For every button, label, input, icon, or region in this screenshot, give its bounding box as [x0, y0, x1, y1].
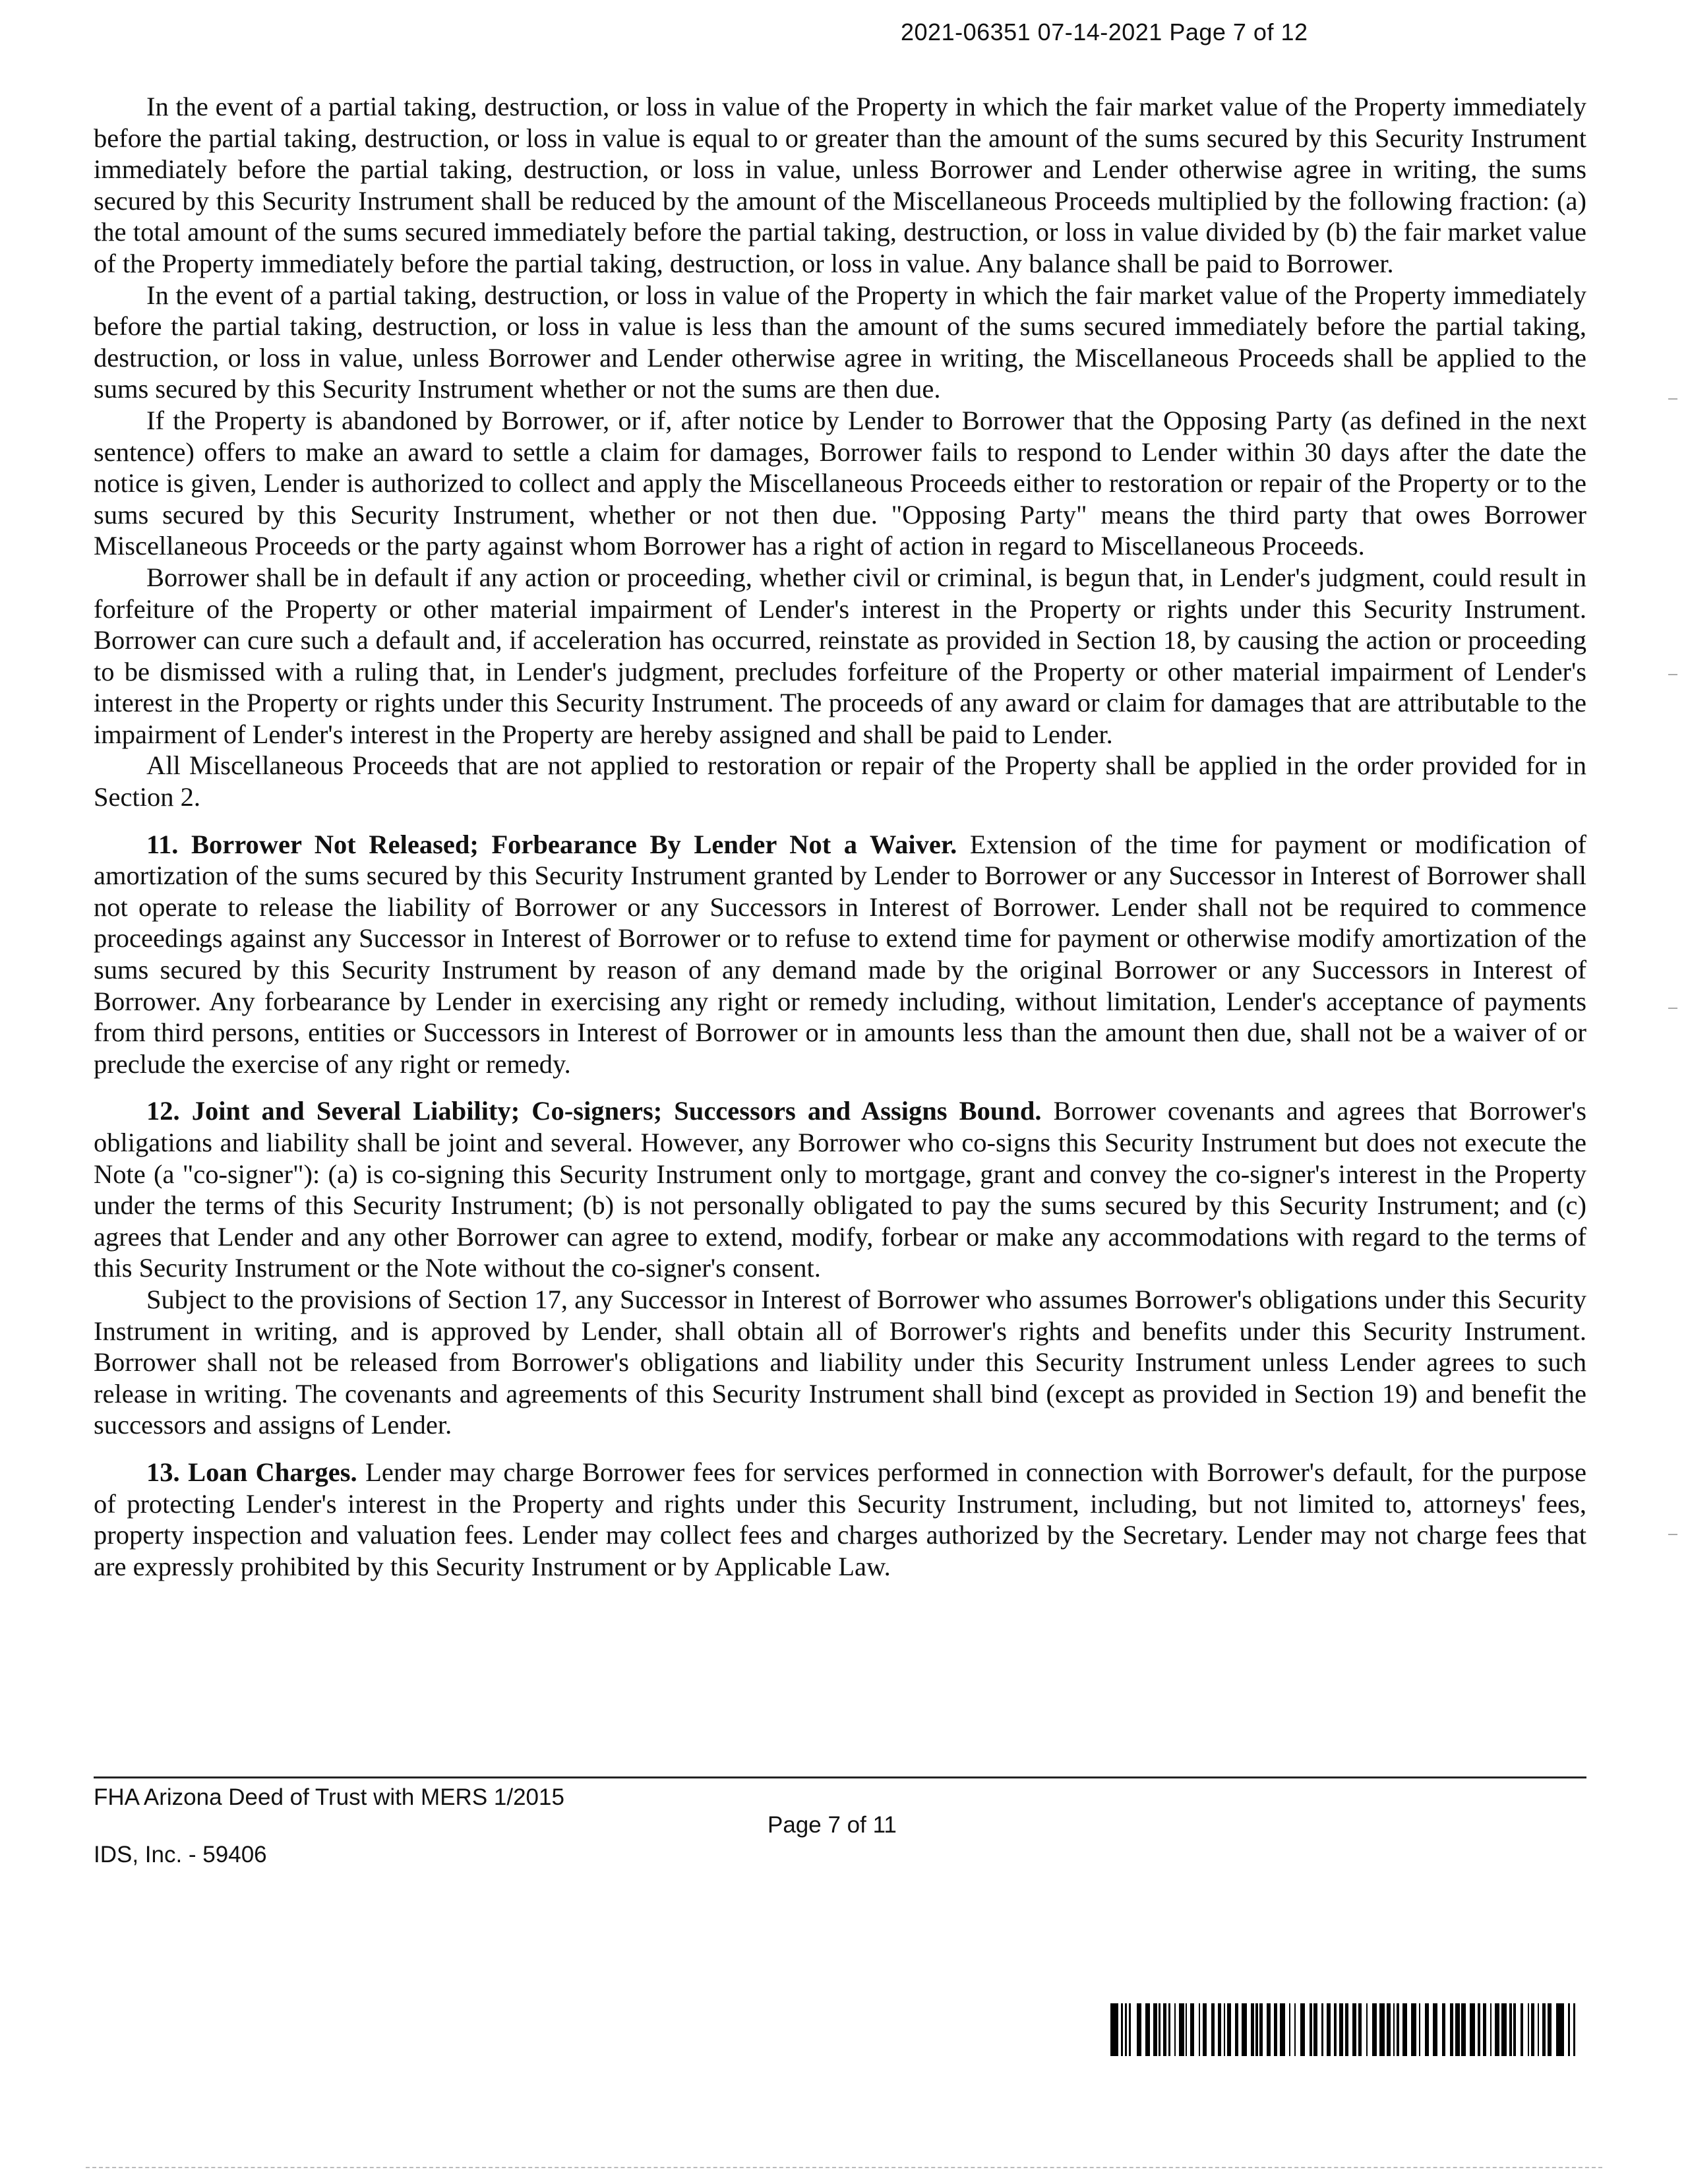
paragraph-partial-taking-equal: [94, 91, 1586, 280]
paragraph-text: In the event of a partial taking, destruction, or loss in value of the Property in which the fair market value of the Property immediately before the partial taking, destruction, or loss in value is less than the amount of the sums secured immediately before the partial taking, destruction, or loss in value, unless Borrower and Lender otherwise agree in writing, the Miscellaneous Proceeds shall be applied to the sums secured by this Security Instrument whether or not the sums are then due.: [94, 280, 1586, 404]
scan-edge-line: [86, 2167, 1602, 2168]
footer-page-number: Page 7 of 11: [768, 1812, 897, 1838]
margin-tick: [1668, 674, 1677, 675]
margin-tick: [1668, 1534, 1677, 1535]
section-11: [94, 829, 1586, 1080]
paragraph-text: Borrower covenants and agrees that Borrower's obligations and liability shall be joint and several. However, any Borrower who co-signs this Security Instrument but does not execute the Note (a "co-signer"): (a) is co-signing this Security Instrument only to mortgage, grant and convey the co-signer's interest in the Property under the terms of this Security Instrument; (b) is not personally obligated to pay the sums secured by this Security Instrument; and (c) agrees that Lender and any other Borrower can agree to extend, modify, forbear or make any accommodations with regard to the terms of this Security Instrument or the Note without the co-signer's consent.: [94, 1096, 1586, 1283]
paragraph-abandoned-property: [94, 405, 1586, 562]
barcode-image: [1110, 2003, 1579, 2056]
paragraph-text: Extension of the time for payment or modification of amortization of the sums secured by this Security Instrument granted by Lender to Borrower or any Successor in Interest of Borrower shall not operate to release the liability of Borrower or any Successors in Interest of Borrower. Lender shall not be required to commence proceedings against any Successor in Interest of Borrower or to refuse to extend time for payment or otherwise modify amortization of the sums secured by this Security Instrument by reason of any demand made by the original Borrower or any Successors in Interest of Borrower. Any forbearance by Lender in exercising any right or remedy including, without limitation, Lender's acceptance of payments from third persons, entities or Successors in Interest of Borrower or in amounts less than the amount then due, shall not be a waiver of or preclude the exercise of any right or remedy.: [94, 829, 1586, 1079]
paragraph-text: Borrower shall be in default if any action or proceeding, whether civil or criminal, is begun that, in Lender's judgment, could result in forfeiture of the Property or other material impairment of Lender's interest in the Property or rights under this Security Instrument. Borrower can cure such a default and, if acceleration has occurred, reinstate as provided in Section 18, by causing the action or proceeding to be dismissed with a ruling that, in Lender's judgment, precludes forfeiture of the Property or other material impairment of Lender's interest in the Property or rights under this Security Instrument. The proceeds of any award or claim for damages that are attributable to the impairment of Lender's interest in the Property are hereby assigned and shall be paid to Lender.: [94, 562, 1586, 749]
paragraph-text: Subject to the provisions of Section 17, any Successor in Interest of Borrower who assumes Borrower's obligations under this Security Instrument in writing, and is approved by Lender, shall obtain all of Borrower's rights and benefits under this Security Instrument. Borrower shall not be released from Borrower's obligations and liability under this Security Instrument unless Lender agrees to such release in writing. The covenants and agreements of this Security Instrument shall bind (except as provided in Section 19) and benefit the successors and assigns of Lender.: [94, 1284, 1586, 1440]
paragraph-default-proceeding: [94, 562, 1586, 750]
paragraph-successor-interest: [94, 1284, 1586, 1441]
section-13: [94, 1457, 1586, 1582]
paragraph-proceeds-order: [94, 750, 1586, 812]
paragraph-text: Lender may charge Borrower fees for services performed in connection with Borrower's default, for the purpose of protecting Lender's interest in the Property and rights under this Security Instrument, including, but not limited to, attorneys' fees, property inspection and valuation fees. Lender may collect fees and charges authorized by the Secretary. Lender may not charge fees that are expressly prohibited by this Security Instrument or by Applicable Law.: [94, 1457, 1587, 1581]
section-12: [94, 1095, 1586, 1284]
margin-tick: [1668, 1008, 1677, 1009]
margin-tick: [1668, 398, 1677, 400]
footer-form-name: FHA Arizona Deed of Trust with MERS 1/2015: [94, 1784, 564, 1810]
document-body: [94, 91, 1586, 1582]
footer-divider: [94, 1776, 1586, 1778]
recording-stamp: 2021-06351 07-14-2021 Page 7 of 12: [901, 18, 1308, 46]
paragraph-text: In the event of a partial taking, destruction, or loss in value of the Property in which the fair market value of the Property immediately before the partial taking, destruction, or loss in value is equal to or greater than the amount of the sums secured by this Security Instrument immediately before the partial taking, destruction, or loss in value, unless Borrower and Lender otherwise agree in writing, the sums secured by this Security Instrument shall be reduced by the amount of the Miscellaneous Proceeds multiplied by the following fraction: (a) the total amount of the sums secured immediately before the partial taking, destruction, or loss in value divided by (b) the fair market value of the Property immediately before the partial taking, destruction, or loss in value. Any balance shall be paid to Borrower.: [94, 92, 1586, 278]
section-heading: 11. Borrower Not Released; Forbearance By Lender Not a Waiver.: [146, 829, 957, 859]
section-heading: 13. Loan Charges.: [146, 1457, 357, 1487]
section-heading: 12. Joint and Several Liability; Co-signers; Successors and Assigns Bound.: [146, 1096, 1042, 1126]
paragraph-text: If the Property is abandoned by Borrower, or if, after notice by Lender to Borrower that the Opposing Party (as defined in the next sentence) offers to make an award to settle a claim for damages, Borrower fails to respond to Lender within 30 days after the date the notice is given, Lender is authorized to collect and apply the Miscellaneous Proceeds either to restoration or repair of the Property or to the sums secured by this Security Instrument, whether or not then due. "Opposing Party" means the third party that owes Borrower Miscellaneous Proceeds or the party against whom Borrower has a right of action in regard to Miscellaneous Proceeds.: [94, 405, 1586, 561]
paragraph-text: All Miscellaneous Proceeds that are not applied to restoration or repair of the Property shall be applied in the order provided for in Section 2.: [94, 750, 1586, 812]
footer-vendor: IDS, Inc. - 59406: [94, 1842, 267, 1867]
paragraph-partial-taking-less: [94, 280, 1586, 405]
